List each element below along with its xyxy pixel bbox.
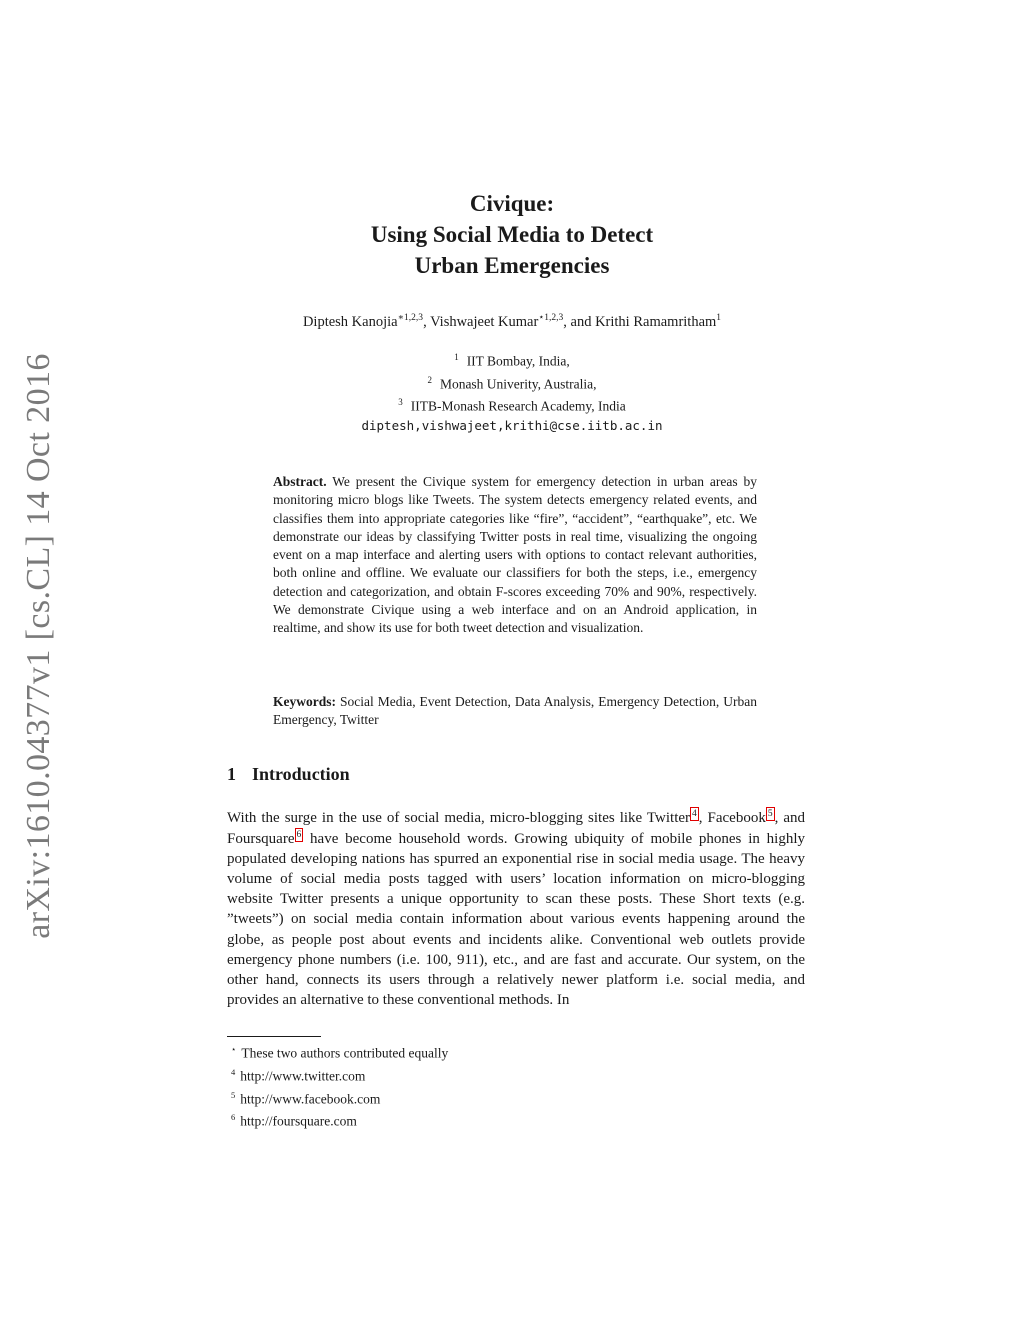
author-marks: 1 (716, 313, 722, 323)
intro-text: With the surge in the use of social media, micro-blogging sites like Twitter (227, 810, 691, 826)
introduction-paragraph (227, 807, 805, 1010)
footnote-rule (227, 1036, 321, 1037)
footnotes (231, 1040, 448, 1131)
intro-text: , and Foursquare (227, 810, 805, 848)
affiliations (0, 348, 1024, 435)
title-line-1: Civique: (469, 191, 555, 216)
intro-text: have become household words. Growing ubiquity of mobile phones in highly populated developing nations has spurred an exponential rise in social media usage. The heavy volume of social media posts tagged with users’ location information on micro-blogging website Twitter presents a unique opportunity to scan these posts. These Short texts (e.g. ”tweets”) on social media contain information about various events happening around the globe, as people post about events and incidents alike. Conventional web outlets provide emergency phone numbers (i.e. 100, 911), etc., and are fast and accurate. Our system, on the other hand, connects its users through a relatively newer platform i.e. social media, and provides an alternative to these conventional methods. In (227, 831, 805, 1008)
footnote-url[interactable]: http://www.facebook.com (240, 1091, 381, 1107)
keywords (273, 693, 757, 730)
footnote-mark: 4 (231, 1066, 236, 1077)
author-name: Diptesh Kanojia (302, 313, 398, 330)
paper-title (0, 188, 1024, 281)
section-heading (227, 764, 350, 785)
footnote-link[interactable]: 6 (296, 830, 302, 841)
footnote-text: These two authors contributed equally (241, 1045, 449, 1061)
affiliation-mark: 1 (454, 352, 459, 362)
author-list (0, 312, 1024, 331)
affiliation-text: Monash Univerity, Australia, (439, 376, 597, 391)
footnote-url[interactable]: http://foursquare.com (240, 1113, 357, 1129)
affiliation-line (0, 371, 1024, 394)
affiliation-text: IITB-Monash Research Academy, India (410, 398, 626, 414)
author-email: diptesh,vishwajeet,krithi@cse.iitb.ac.in (361, 417, 663, 433)
arxiv-stamp (14, 354, 64, 938)
footnote (231, 1108, 448, 1131)
footnote (231, 1086, 448, 1109)
keywords-text: Social Media, Event Detection, Data Analysis, Emergency Detection, Urban Emergency, Twitter (273, 694, 757, 728)
author-marks: ∗1,2,3 (397, 313, 424, 323)
intro-text: , Facebook (698, 810, 766, 826)
author-name: Krithi Ramamritham (595, 313, 717, 330)
affiliation-line (0, 393, 1024, 416)
footnote-url[interactable]: http://www.twitter.com (240, 1068, 366, 1084)
footnote-link[interactable]: 4 (692, 809, 697, 819)
footnote-mark: 5 (231, 1089, 236, 1100)
author-separator: , (423, 313, 431, 330)
author-separator: , and (563, 313, 596, 330)
footnote-mark: 6 (231, 1112, 236, 1123)
section-number: 1 (227, 764, 236, 784)
affiliation-mark: 2 (427, 374, 432, 385)
section-title: Introduction (252, 764, 350, 784)
affiliation-text: IIT Bombay, India, (466, 353, 570, 369)
title-line-2: Using Social Media to Detect (370, 222, 654, 247)
footnote (231, 1063, 448, 1086)
abstract (273, 473, 757, 638)
footnote-mark: ⋆ (231, 1044, 237, 1054)
author-marks: ⋆1,2,3 (538, 313, 564, 323)
title-line-3: Urban Emergencies (414, 253, 610, 278)
author-name: Vishwajeet Kumar (430, 313, 539, 330)
abstract-label: Abstract. (273, 474, 327, 489)
affiliation-line (0, 348, 1024, 371)
footnote-link[interactable]: 5 (767, 809, 773, 819)
footnote (231, 1040, 448, 1063)
arxiv-stamp-text: arXiv:1610.04377v1 [cs.CL] 14 Oct 2016 (20, 353, 58, 939)
keywords-label: Keywords: (273, 694, 336, 709)
affiliation-mark: 3 (398, 397, 403, 407)
abstract-text: We present the Civique system for emergency detection in urban areas by monitoring micro blogs like Tweets. The system detects emergency related events, and classifies them into appropriate categories like “fire”, “accident”, “earthquake”, etc. We demonstrate our ideas by classifying Twitter posts in real time, visualizing the ongoing event on a map interface and alerting users with options to contact relevant authorities, both online and offline. We evaluate our classifiers for both the steps, i.e., emergency detection and categorization, and obtain F-scores exceeding 70% and 90%, respectively. We demonstrate Civique using a web interface and on an Android application, in realtime, and show its use for both tweet detection and visualization. (273, 474, 757, 636)
